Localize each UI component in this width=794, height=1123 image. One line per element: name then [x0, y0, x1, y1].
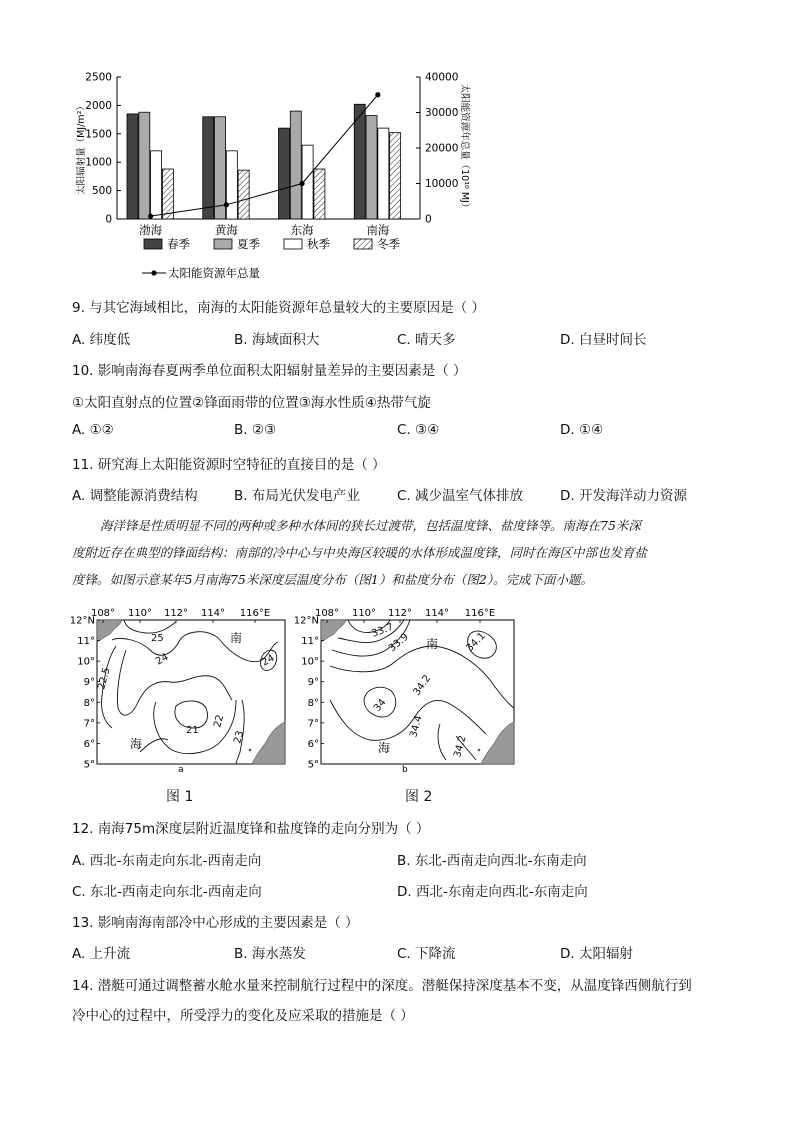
isotherm-label-24a: 24 — [154, 651, 171, 668]
land-southeast — [252, 722, 285, 764]
map-1-label-hai: 海 — [130, 737, 143, 751]
map-1-lat-label: 10° — [77, 656, 95, 668]
line-point-渤海 — [148, 214, 153, 219]
legend-line-marker — [151, 270, 156, 275]
question-14-stem: 14. 潜艇可通过调整蓄水舱水量来控制航行过程中的深度。潜艇保持深度基本不变，从温度锋西侧航行到 — [72, 978, 692, 994]
map-1-lat-label: 6° — [83, 738, 95, 750]
q13-option-b: B. 海水蒸发 — [234, 946, 306, 962]
bar-东海-夏季 — [290, 111, 301, 219]
isohaline-label-34-2a: 34.2 — [411, 673, 434, 698]
line-series-total — [151, 95, 378, 216]
map-2-lat-label: 12°N — [293, 615, 319, 627]
isohaline-label-34-1: 34.1 — [464, 630, 488, 655]
q10-option-c: C. ③④ — [397, 422, 440, 438]
bar-黄海-春季 — [203, 117, 214, 219]
q11-option-b: B. 布局光伏发电产业 — [234, 488, 360, 504]
isohaline-label-33-7: 33.7 — [370, 621, 395, 640]
q9-option-a: A. 纬度低 — [72, 332, 131, 348]
map-2-lon-label: 114° — [424, 608, 450, 619]
q12-option-a: A. 西北-东南走向东北-西南走向 — [72, 853, 262, 869]
isotherm-label-23: 23 — [232, 729, 247, 745]
map-1-lat-label: 9° — [83, 677, 95, 689]
x-tick-label: 黄海 — [214, 223, 238, 237]
q11-option-a: A. 调整能源消费结构 — [72, 488, 198, 504]
y-tick-label-left: 2500 — [85, 71, 112, 84]
q12-option-b: B. 东北-西南走向西北-东南走向 — [397, 853, 587, 869]
map-1-lat-label: 5° — [83, 759, 95, 771]
legend-label-夏季: 夏季 — [237, 237, 260, 251]
map-2-lat-label: 6° — [307, 738, 319, 750]
q10-option-a: A. ①② — [72, 422, 114, 438]
legend-label-秋季: 秋季 — [307, 237, 330, 251]
bar-南海-冬季 — [390, 133, 401, 219]
bar-渤海-冬季 — [162, 169, 173, 219]
q13-option-c: C. 下降流 — [397, 946, 456, 962]
isotherm-lines — [101, 620, 278, 764]
y-axis-label-right: 太阳能资源年总量（10¹⁰ MJ） — [459, 83, 470, 213]
isotherm-label-22-5: 22.5 — [96, 666, 113, 691]
map-1-temperature — [96, 620, 285, 775]
line-point-南海 — [375, 92, 380, 97]
map-2-lat-label: 9° — [307, 677, 319, 689]
y-tick-label-right: 30000 — [425, 107, 459, 119]
y-tick-label-left: 0 — [105, 213, 112, 226]
question-12-stem: 12. 南海75m深度层附近温度锋和盐度锋的走向分别为（ ） — [72, 821, 430, 837]
y-tick-label-right: 10000 — [425, 178, 459, 190]
q11-option-c: C. 减少温室气体排放 — [397, 488, 524, 504]
map-2-lat-label: 10° — [301, 656, 319, 668]
y-tick-label-left: 500 — [91, 185, 112, 198]
legend-swatch-夏季 — [214, 239, 232, 249]
isohaline-label-34-2b: 34.2 — [452, 734, 469, 759]
solar-radiation-chart — [60, 60, 480, 290]
isotherm-labels — [96, 633, 276, 745]
q13-option-d: D. 太阳辐射 — [560, 946, 633, 962]
y-tick-label-left: 1000 — [85, 156, 112, 169]
bar-南海-秋季 — [378, 128, 389, 219]
passage-line-3: 度锋。如图示意某年5月南海75米深度层温度分布（图1）和盐度分布（图2）。完成下面小题。 — [72, 572, 594, 587]
y-axis-label-left: 太阳辐射量（MJ/m²） — [76, 101, 87, 195]
map-1-lon-label: 114° — [200, 608, 226, 619]
bar-东海-春季 — [279, 128, 290, 219]
x-tick-label: 渤海 — [139, 223, 163, 237]
q10-option-b: B. ②③ — [234, 422, 277, 438]
bar-黄海-冬季 — [238, 170, 249, 219]
q9-option-b: B. 海域面积大 — [234, 332, 320, 348]
reading-passage — [72, 512, 722, 593]
map-1-label-nan: 南 — [230, 631, 243, 645]
figure-1-caption: 图 1 — [166, 789, 194, 805]
map-2-lon-label: 116°E — [464, 608, 496, 619]
isohaline-label-33-9: 33.9 — [386, 631, 411, 655]
q10-option-d: D. ①④ — [560, 422, 604, 438]
line-point-黄海 — [224, 202, 229, 207]
bar-黄海-秋季 — [226, 151, 237, 219]
bar-渤海-夏季 — [139, 112, 150, 219]
map-1-lat-label: 11° — [77, 636, 95, 648]
land-southeast — [481, 722, 514, 764]
legend-swatch-秋季 — [284, 239, 302, 249]
question-14-stem-cont: 冷中心的过程中，所受浮力的变化及应采取的措施是（ ） — [72, 1008, 414, 1024]
q12-option-d: D. 西北-东南走向西北-东南走向 — [397, 884, 588, 900]
map-1-sublabel: a — [178, 765, 184, 775]
q11-option-d: D. 开发海洋动力资源 — [560, 488, 687, 504]
isohaline-label-34: 34 — [371, 697, 389, 714]
x-tick-label: 南海 — [366, 223, 390, 237]
map-1-lon-label: 108° — [90, 608, 116, 619]
map-2-salinity — [321, 620, 514, 775]
y-tick-label-right: 40000 — [425, 71, 459, 84]
bar-渤海-秋季 — [151, 151, 162, 219]
map-1-lon-label: 116°E — [239, 608, 271, 619]
y-tick-label-right: 20000 — [425, 142, 459, 155]
legend-swatch-春季 — [144, 239, 162, 249]
q9-option-c: C. 晴天多 — [397, 332, 456, 348]
y-tick-label-left: 2000 — [85, 99, 112, 112]
y-tick-label-right: 0 — [425, 213, 432, 226]
bar-东海-冬季 — [314, 169, 325, 219]
map-1-lon-label: 112° — [163, 608, 189, 619]
bar-南海-春季 — [354, 104, 365, 219]
map-2-lon-label: 108° — [314, 608, 340, 619]
isotherm-label-25: 25 — [151, 633, 164, 644]
legend-swatch-冬季 — [354, 239, 372, 249]
bar-黄海-夏季 — [215, 117, 226, 219]
question-13-stem: 13. 影响南海南部冷中心形成的主要因素是（ ） — [72, 915, 359, 931]
q12-option-c: C. 东北-西南走向东北-西南走向 — [72, 884, 262, 900]
map-2-lat-label: 5° — [307, 759, 319, 771]
bar-渤海-春季 — [127, 114, 138, 219]
question-10-stem: 10. 影响南海春夏两季单位面积太阳辐射量差异的主要因素是（ ） — [72, 363, 467, 379]
map-2-lat-label: 7° — [307, 718, 319, 730]
line-point-东海 — [300, 181, 305, 186]
isotherm-label-22: 22 — [212, 713, 227, 729]
isotherm-label-24b: 24 — [260, 652, 277, 669]
map-1-lon-label: 110° — [127, 608, 153, 619]
map-2-lon-label: 110° — [351, 608, 377, 619]
question-9-stem: 9. 与其它海域相比，南海的太阳能资源年总量较大的主要原因是（ ） — [72, 300, 485, 316]
map-1-lat-label: 7° — [83, 718, 95, 730]
temperature-salinity-maps — [68, 600, 528, 780]
map-2-lat-label: 11° — [301, 636, 319, 648]
y-tick-label-left: 1500 — [85, 128, 112, 141]
bar-南海-夏季 — [366, 116, 377, 219]
map-2-label-hai: 海 — [378, 741, 391, 755]
map-1-lat-label: 8° — [83, 697, 95, 709]
question-10-factors: ①太阳直射点的位置②锋面雨带的位置③海水性质④热带气旋 — [72, 395, 431, 411]
isotherm-label-21: 21 — [186, 725, 199, 736]
map-1-lat-label: 12°N — [69, 615, 95, 627]
legend-label-line: 太阳能资源年总量 — [168, 266, 260, 280]
map-2-lat-label: 8° — [307, 697, 319, 709]
isohaline-label-34-4: 34.4 — [408, 714, 425, 739]
legend-label-冬季: 冬季 — [377, 237, 400, 251]
x-tick-label: 东海 — [290, 223, 314, 237]
passage-line-1: 海洋锋是性质明显不同的两种或多种水体间的狭长过渡带，包括温度锋、盐度锋等。南海在75米深 — [100, 518, 641, 533]
q13-option-a: A. 上升流 — [72, 946, 131, 962]
question-11-stem: 11. 研究海上太阳能资源时空特征的直接目的是（ ） — [72, 457, 386, 473]
passage-line-2: 度附近存在典型的锋面结构：南部的冷中心与中央海区较暖的水体形成温度锋，同时在海区中部也发育盐 — [72, 545, 648, 560]
map-2-lon-label: 112° — [387, 608, 413, 619]
figure-2-caption: 图 2 — [405, 789, 433, 805]
map-2-label-nan: 南 — [426, 637, 439, 651]
q9-option-d: D. 白昼时间长 — [560, 332, 647, 348]
legend-label-春季: 春季 — [167, 237, 190, 251]
map-2-sublabel: b — [402, 765, 408, 775]
